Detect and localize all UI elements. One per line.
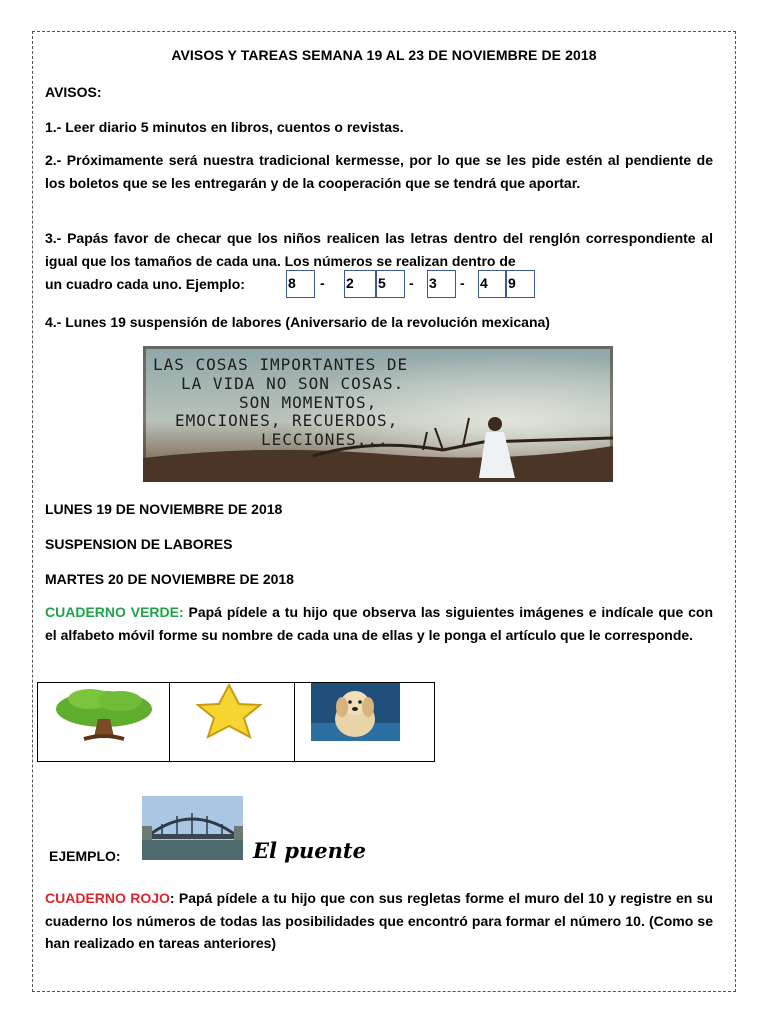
martes-date: MARTES 20 DE NOVIEMBRE DE 2018 <box>45 571 294 587</box>
banner-line: LECCIONES... <box>261 430 389 449</box>
banner-line: LAS COSAS IMPORTANTES DE <box>153 355 409 374</box>
aviso-item-4: 4.- Lunes 19 suspensión de labores (Aniversario de la revolución mexicana) <box>45 314 550 330</box>
example-digit-box: 9 <box>506 270 535 298</box>
example-dash: - <box>409 275 414 291</box>
aviso-item-1: 1.- Leer diario 5 minutos en libros, cuentos o revistas. <box>45 119 404 135</box>
quote-banner-image <box>143 346 613 482</box>
page-title: AVISOS Y TAREAS SEMANA 19 AL 23 DE NOVIEMBRE DE 2018 <box>171 47 597 63</box>
example-word: El puente <box>253 838 366 863</box>
example-digit-box: 2 <box>344 270 376 298</box>
cuaderno-verde-label: CUADERNO VERDE: <box>45 604 184 620</box>
star-icon <box>188 683 270 739</box>
bridge-image <box>142 796 243 860</box>
tree-icon <box>54 685 154 743</box>
aviso-item-3: 3.- Papás favor de checar que los niños realicen las letras dentro del renglón correspondiente al igual que los tamaños de cada una. Los números se realizan dentro de <box>45 230 713 269</box>
example-label: EJEMPLO: <box>49 848 121 864</box>
puppy-image <box>311 683 400 741</box>
cuaderno-verde-text: Papá pídele a tu hijo que observa las siguientes imágenes e indícale que con el alfabeto móvil forme su nombre de cada una de ellas y le ponga el artículo que le corresponde. <box>45 604 714 643</box>
cuaderno-rojo-text: : Papá pídele a tu hijo que con sus regletas forme el muro del 10 y registre en su cuaderno los números de todas las posibilidades que encontró para formar el número 10. (Como se han realizado en tareas anteriores) <box>45 890 713 951</box>
avisos-heading: AVISOS: <box>45 84 102 100</box>
banner-line: EMOCIONES, RECUERDOS, <box>175 411 399 430</box>
cuaderno-rojo-paragraph <box>45 887 713 955</box>
cuaderno-rojo-label: CUADERNO ROJO <box>45 890 170 906</box>
example-digit-box: 3 <box>427 270 456 298</box>
example-digit-box: 4 <box>478 270 506 298</box>
example-dash: - <box>460 275 465 291</box>
lunes-note: SUSPENSION DE LABORES <box>45 536 233 552</box>
example-dash: - <box>320 275 325 291</box>
banner-line: LA VIDA NO SON COSAS. <box>181 374 405 393</box>
example-digit-box: 5 <box>376 270 405 298</box>
pictures-table <box>37 682 435 762</box>
aviso-item-2: 2.- Próximamente será nuestra tradicional kermesse, por lo que se les pide estén al pendiente de los boletos que se les entregarán y de la cooperación que se tendrá que aportar. <box>45 152 713 191</box>
cuaderno-verde-paragraph <box>45 601 713 646</box>
lunes-date: LUNES 19 DE NOVIEMBRE DE 2018 <box>45 501 283 517</box>
banner-line: SON MOMENTOS, <box>239 393 378 412</box>
example-digit-box: 8 <box>286 270 315 298</box>
aviso-item-3-tail: un cuadro cada uno. Ejemplo: <box>45 276 245 292</box>
